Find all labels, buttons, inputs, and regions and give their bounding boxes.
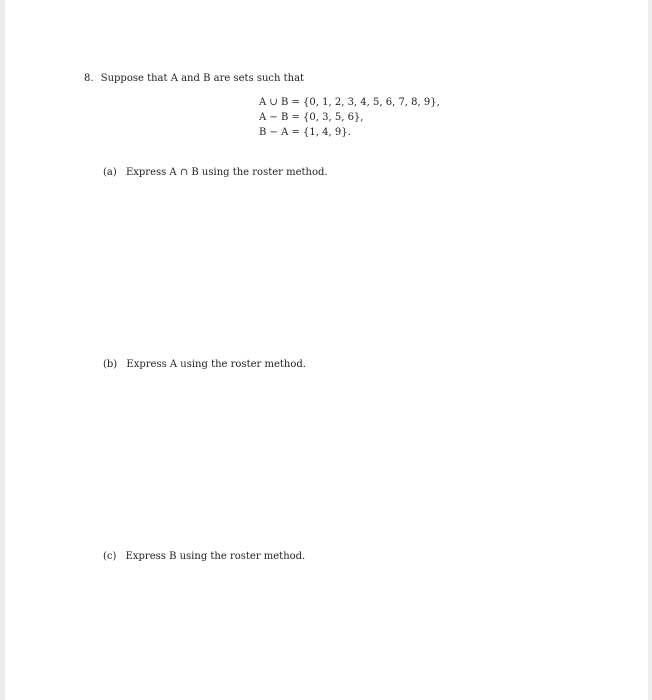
part-a: [103, 166, 328, 180]
problem-number: 8.: [84, 73, 94, 84]
set-equations: [259, 95, 440, 140]
part-c: [103, 550, 305, 564]
part-c-label: (c): [103, 551, 117, 562]
equation-a-minus-b: A − B = {0, 3, 5, 6},: [259, 112, 364, 123]
part-c-text: Express B using the roster method.: [125, 551, 306, 562]
equation-b-minus-a: B − A = {1, 4, 9}.: [259, 127, 351, 138]
problem-statement: [84, 72, 304, 86]
equation-union: A ∪ B = {0, 1, 2, 3, 4, 5, 6, 7, 8, 9},: [259, 97, 440, 108]
part-b-label: (b): [103, 359, 118, 370]
part-b-text: Express A using the roster method.: [126, 359, 306, 370]
problem-text: Suppose that A and B are sets such that: [100, 73, 305, 84]
part-a-text: Express A ∩ B using the roster method.: [125, 167, 328, 178]
part-b: [103, 358, 306, 372]
part-a-label: (a): [103, 167, 117, 178]
